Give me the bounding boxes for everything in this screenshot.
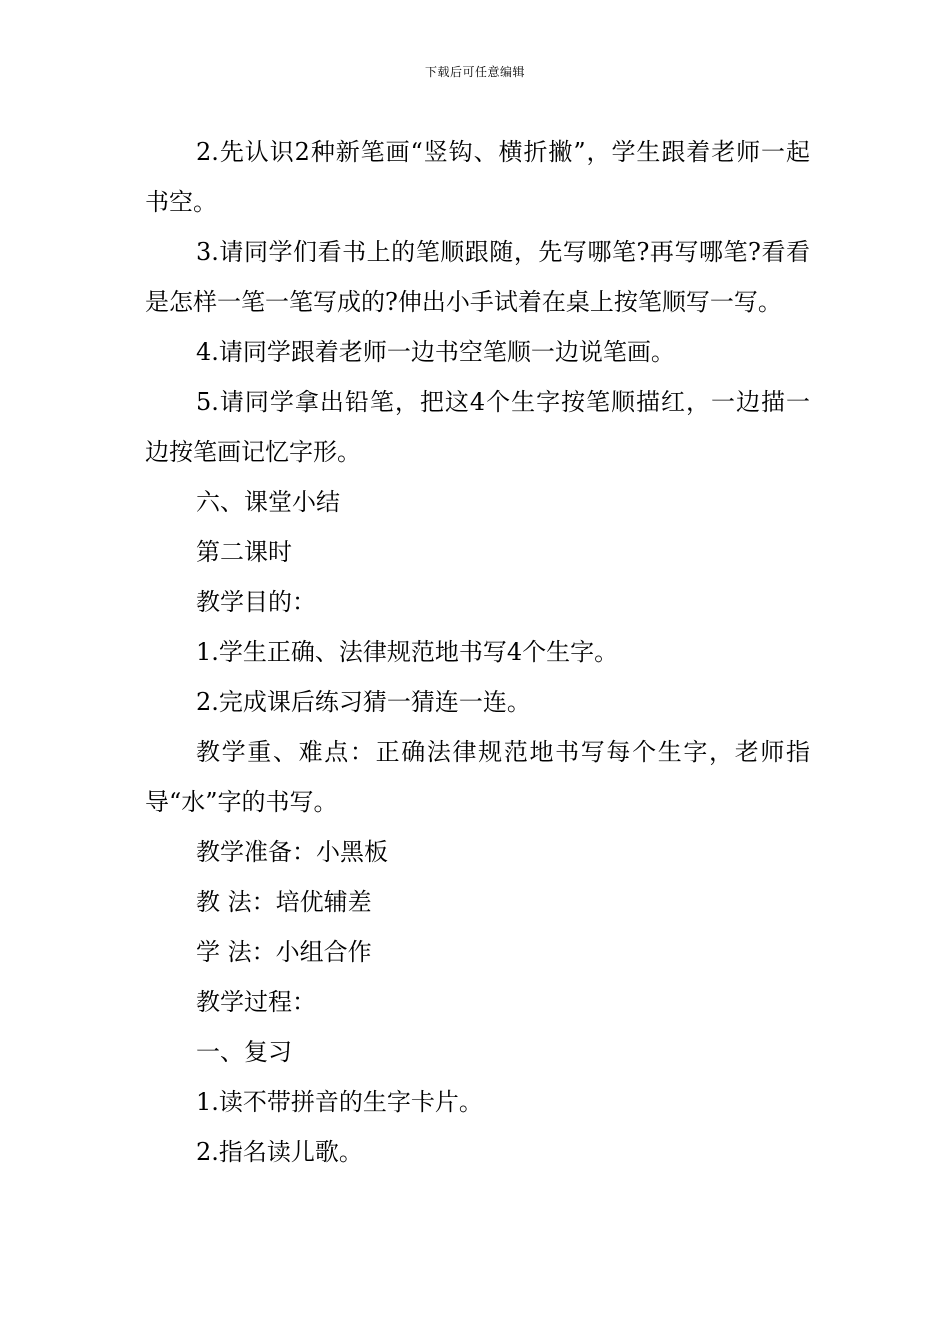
section-heading: 一、复习 <box>196 1038 292 1066</box>
paragraph: 学 法：小组合作 <box>196 938 372 966</box>
paragraph: 2.先认识2种新笔画“竖钩、横折撇”，学生跟着老师一起书空。 <box>145 138 810 216</box>
paragraph: 1.读不带拼音的生字卡片。 <box>196 1088 483 1116</box>
page-header: 下载后可任意编辑 <box>424 65 525 79</box>
paragraph: 2.指名读儿歌。 <box>196 1138 363 1166</box>
paragraph: 4.请同学跟着老师一边书空笔顺一边说笔画。 <box>196 338 675 366</box>
paragraph: 教学重、难点：正确法律规范地书写每个生字，老师指导“水”字的书写。 <box>145 738 810 816</box>
section-heading: 教学目的： <box>196 588 316 616</box>
paragraph: 2.完成课后练习猜一猜连一连。 <box>196 688 531 716</box>
paragraph: 5.请同学拿出铅笔，把这4个生字按笔顺描红，一边描一边按笔画记忆字形。 <box>145 388 810 466</box>
paragraph: 3.请同学们看书上的笔顺跟随，先写哪笔?再写哪笔?看看是怎样一笔一笔写成的?伸出小手试着在桌上按笔顺写一写。 <box>145 238 810 316</box>
paragraph: 1.学生正确、法律规范地书写4个生字。 <box>196 638 619 666</box>
section-heading: 第二课时 <box>196 538 292 566</box>
section-heading: 教学过程： <box>196 988 316 1016</box>
paragraph: 教 法：培优辅差 <box>196 888 372 916</box>
section-heading: 六、课堂小结 <box>196 488 340 516</box>
document-body <box>145 127 810 1177</box>
paragraph: 教学准备：小黑板 <box>196 838 388 866</box>
